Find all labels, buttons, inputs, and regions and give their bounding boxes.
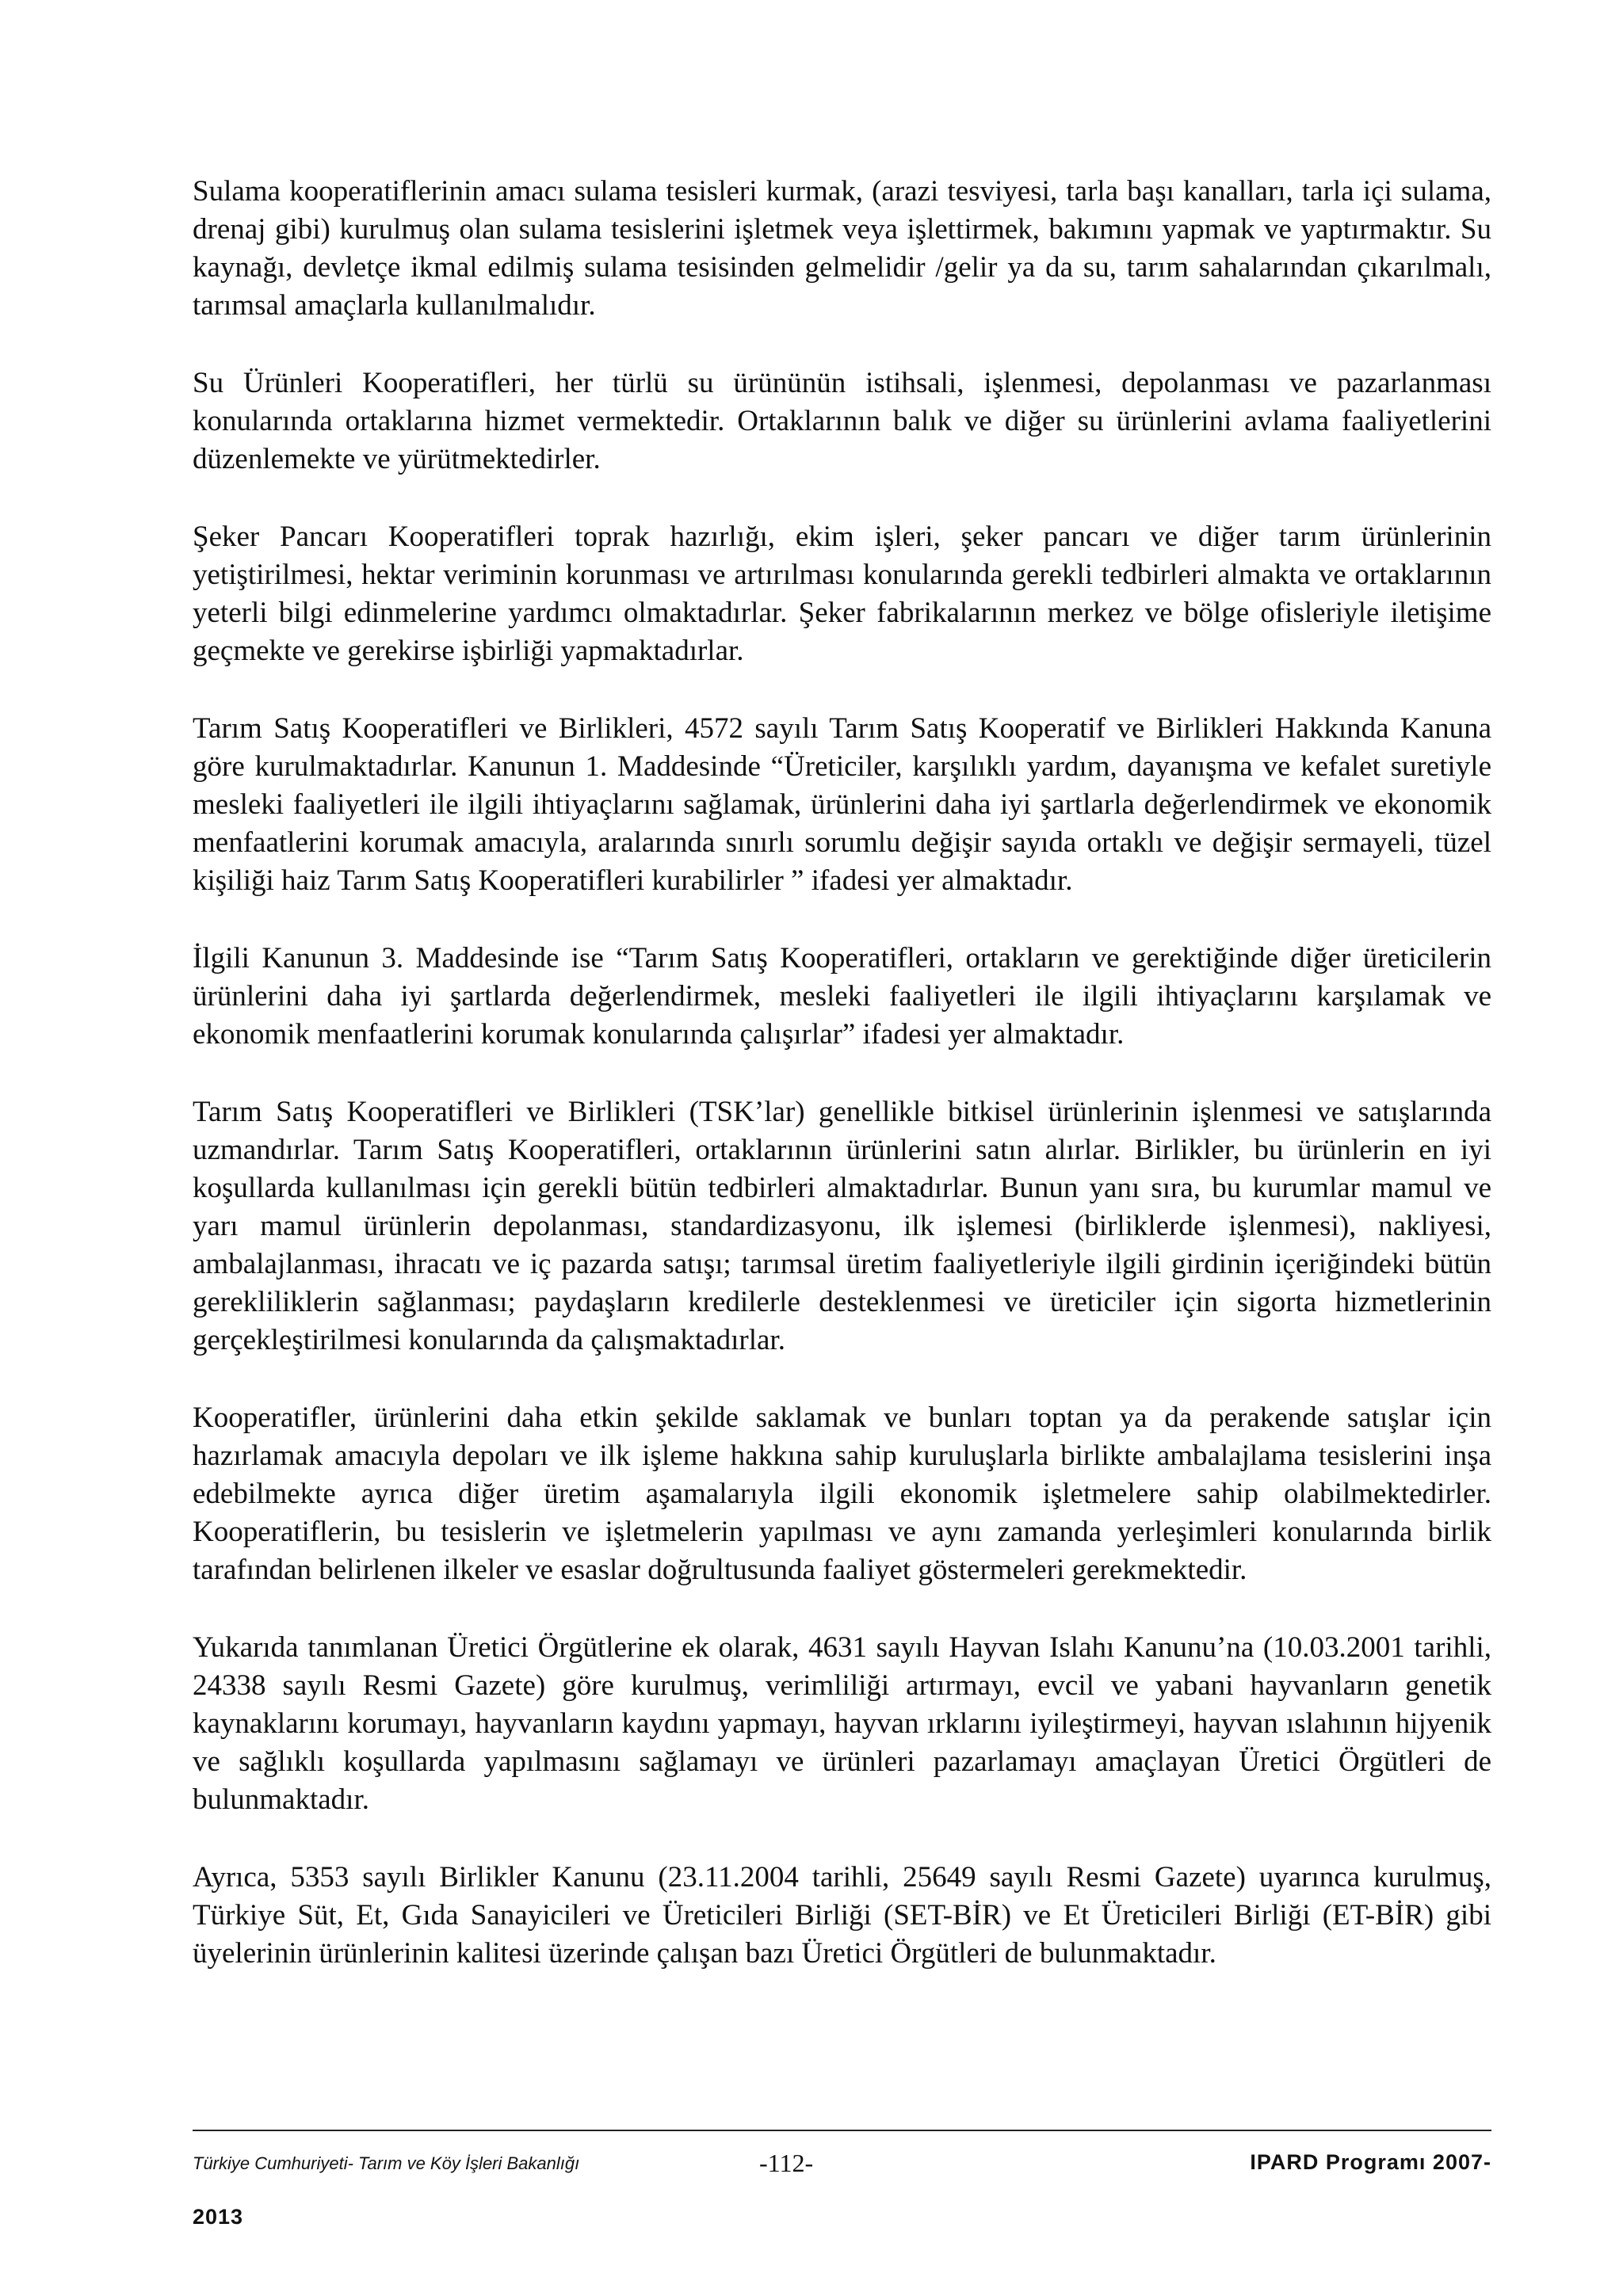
paragraph-agricultural-sales-cooperatives: Tarım Satış Kooperatifleri ve Birlikleri, 4572 sayılı Tarım Satış Kooperatif ve Birlikleri Hakkında Kanuna göre kurulmaktadırlar. Kanunun 1. Maddesinde “Üreticiler, karşılıklı yardım, dayanışma ve kefalet suretiyle mesleki faaliyetleri ile ilgili ihtiyaçlarını sağlamak, ürünlerini daha iyi şartlarla değerlendirmek ve ekonomik menfaatlerini korumak amacıyla, aralarında sınırlı sorumlu değişir sayıda ortaklı ve değişir sermayeli, tüzel kişiliği haiz Tarım Satış Kooperatifleri kurabilirler ” ifadesi yer almaktadır. xyxy=(193,712,1491,897)
paragraph-law-article-3: İlgili Kanunun 3. Maddesinde ise “Tarım Satış Kooperatifleri, ortakların ve gerektiğinde diğer üreticilerin ürünlerini daha iyi şartlarda değerlendirmek, mesleki faaliyetleri ile ilgili ihtiyaçlarını karşılamak ve ekonomik menfaatlerini korumak konularında çalışırlar” ifadesi yer almaktadır. xyxy=(193,942,1491,1051)
footer-ministry-name: Türkiye Cumhuriyeti- Tarım ve Köy İşleri Bakanlığı xyxy=(193,2153,580,2173)
footer-program-year: 2013 xyxy=(193,2205,244,2229)
footer-program-title: IPARD Programı 2007- xyxy=(1250,2150,1491,2174)
footer-divider xyxy=(193,2130,1491,2131)
paragraph-animal-breeding-law: Yukarıda tanımlanan Üretici Örgütlerine ek olarak, 4631 sayılı Hayvan Islahı Kanunu’na (10.03.2001 tarihli, 24338 sayılı Resmi Gazete) göre kurulmuş, verimliliği artırmayı, evcil ve yabani hayvanların genetik kaynaklarını korumayı, hayvanların kaydını yapmayı, hayvan ırklarını iyileştirmeyi, hayvan ıslahının hijyenik ve sağlıklı koşullarda yapılmasını sağlamayı ve ürünleri pazarlamayı amaçlayan Üretici Örgütleri de bulunmaktadır. xyxy=(193,1631,1491,1816)
paragraph-sugar-beet-cooperatives: Şeker Pancarı Kooperatifleri toprak hazırlığı, ekim işleri, şeker pancarı ve diğer tarım ürünlerinin yetiştirilmesi, hektar veriminin korunması ve artırılması konularında gerekli tedbirleri almakta ve ortaklarının yeterli bilgi edinmelerine yardımcı olmaktadırlar. Şeker fabrikalarının merkez ve bölge ofisleriyle iletişime geçmekte ve gerekirse işbirliği yapmaktadırlar. xyxy=(193,521,1491,667)
paragraph-irrigation-cooperatives: Sulama kooperatiflerinin amacı sulama tesisleri kurmak, (arazi tesviyesi, tarla başı kanalları, tarla içi sulama, drenaj gibi) kurulmuş olan sulama tesislerini işletmek veya işlettirmek, bakımını yapmak ve yaptırmaktır. Su kaynağı, devletçe ikmal edilmiş sulama tesisinden gelmelidir /gelir ya da su, tarım sahalarından çıkarılmalı, tarımsal amaçlarla kullanılmalıdır. xyxy=(193,175,1491,322)
paragraph-unions-law: Ayrıca, 5353 sayılı Birlikler Kanunu (23.11.2004 tarihli, 25649 sayılı Resmi Gazete) uyarınca kurulmuş, Türkiye Süt, Et, Gıda Sanayicileri ve Üreticileri Birliği (SET-BİR) ve Et Üreticileri Birliği (ET-BİR) gibi üyelerinin ürünlerinin kalitesi üzerinde çalışan bazı Üretici Örgütleri de bulunmaktadır. xyxy=(193,1861,1491,1970)
page-number: -112- xyxy=(759,2149,814,2177)
body-text xyxy=(193,173,1491,1973)
paragraph-tsk-activities: Tarım Satış Kooperatifleri ve Birlikleri (TSK’lar) genellikle bitkisel ürünlerinin işlenmesi ve satışlarında uzmandırlar. Tarım Satış Kooperatifleri, ortaklarının ürünlerini satın alırlar. Birlikler, bu ürünlerin en iyi koşullarda kullanılması için gerekli bütün tedbirleri almaktadırlar. Bunun yanı sıra, bu kurumlar mamul ve yarı mamul ürünlerin depolanması, standardizasyonu, ilk işlemesi (birliklerde işlenmesi), nakliyesi, ambalajlanması, ihracatı ve iç pazarda satışı; tarımsal üretim faaliyetleriyle ilgili girdinin içeriğindeki bütün gerekliliklerin sağlanması; paydaşların kredilerle desteklenmesi ve üreticiler için sigorta hizmetlerinin gerçekleştirilmesi konularında da çalışmaktadırlar. xyxy=(193,1096,1491,1356)
page-footer xyxy=(193,2149,1491,2188)
paragraph-cooperative-facilities: Kooperatifler, ürünlerini daha etkin şekilde saklamak ve bunları toptan ya da perakende satışlar için hazırlamak amacıyla depoları ve ilk işleme hakkına sahip kuruluşlarla birlikte ambalajlama tesislerini inşa edebilmekte ayrıca diğer üretim aşamalarıyla ilgili ekonomik işletmelere sahip olabilmektedirler. Kooperatiflerin, bu tesislerin ve işletmelerin yapılması ve aynı zamanda yerleşimleri konularında birlik tarafından belirlenen ilkeler ve esaslar doğrultusunda faaliyet göstermeleri gerekmektedir. xyxy=(193,1402,1491,1586)
paragraph-fishery-cooperatives: Su Ürünleri Kooperatifleri, her türlü su ürününün istihsali, işlenmesi, depolanması ve pazarlanması konularında ortaklarına hizmet vermektedir. Ortaklarının balık ve diğer su ürünlerini avlama faaliyetlerini düzenlemekte ve yürütmektedirler. xyxy=(193,367,1491,475)
